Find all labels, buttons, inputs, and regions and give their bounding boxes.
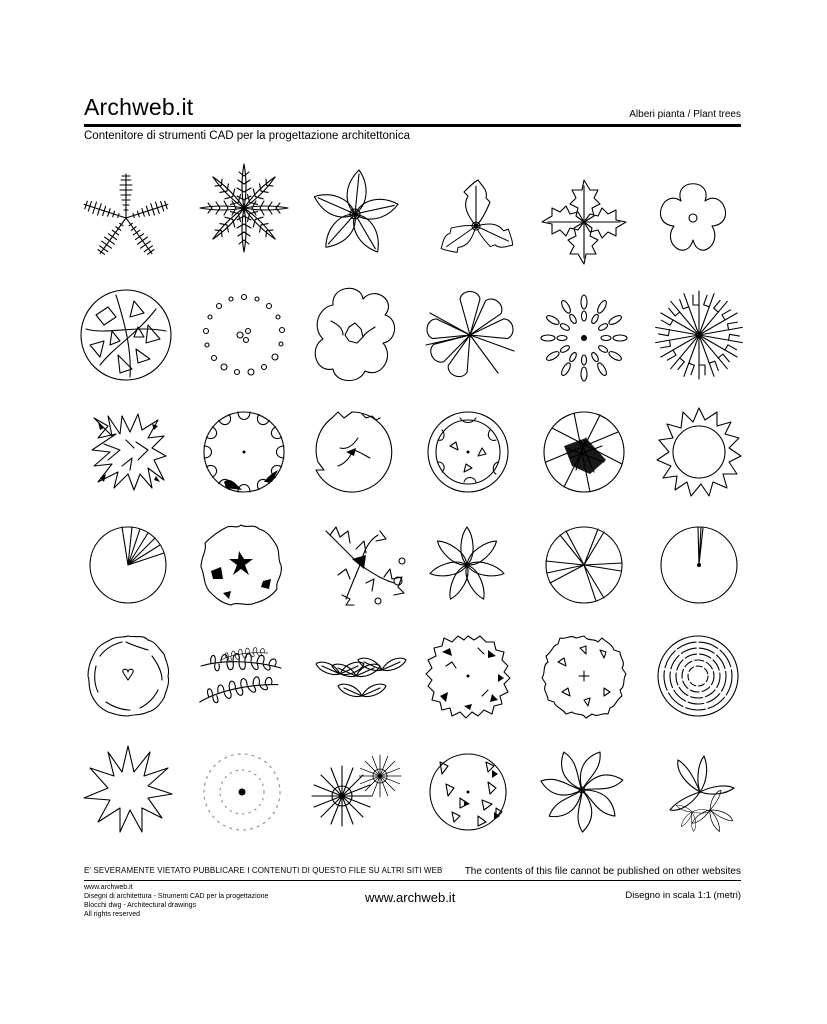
- footer-credit-drawings: Disegni di architettura - Strumenti CAD per la progettazione: [84, 893, 269, 900]
- holly-cross-symbol: [542, 180, 626, 264]
- palm-leaf-star-symbol: [200, 164, 288, 252]
- blob-edge-circle-symbol: [428, 412, 508, 492]
- footer-credit-blocks: Blocchi dwg - Architectural drawings: [84, 902, 197, 909]
- starburst-spikes-symbol: [655, 291, 744, 379]
- wavy-edge-circle-symbol: [88, 636, 169, 716]
- concentric-dashed-rings-symbol: [658, 636, 738, 716]
- footer-credit-site: www.archweb.it: [84, 884, 133, 891]
- five-petal-leaf-symbol: [311, 170, 401, 256]
- clock-circle-symbol: [661, 527, 737, 603]
- pinwheel-circle-symbol: [541, 752, 623, 832]
- dotted-ring-symbol: [204, 295, 285, 376]
- footer-rule: [84, 880, 741, 881]
- dense-scribble-square-symbol: [92, 414, 166, 490]
- footer-scale-note: Disegno in scala 1:1 (metri): [625, 890, 741, 901]
- footer-website: www.archweb.it: [365, 890, 456, 905]
- warning-english: The contents of this file cannot be published on other websites: [464, 866, 741, 877]
- scribble-canopy-symbol: [81, 290, 171, 380]
- three-leaf-plant-symbol: [435, 180, 518, 259]
- sharp-starburst-symbol: [84, 746, 172, 832]
- palm-cluster-symbol: [668, 756, 738, 841]
- fern-star-symbol: [82, 174, 169, 257]
- sheet-tagline: Contenitore di strumenti CAD per la progettazione architettonica: [84, 130, 411, 142]
- leaf-dot-ring-symbol: [541, 295, 627, 381]
- brand-title: Archweb.it: [84, 94, 194, 120]
- sun-spiky-circle-symbol: [657, 408, 741, 496]
- footer-credit-rights: All rights reserved: [84, 911, 141, 918]
- footer-credits: [84, 883, 268, 919]
- fan-sector-circle-symbol: [90, 527, 166, 603]
- sheet-subject: Alberi pianta / Plant trees: [629, 109, 741, 120]
- notched-circle-symbol: [316, 412, 392, 492]
- faint-circle-center-dot: [239, 789, 246, 796]
- star-flower-symbol: [429, 527, 506, 602]
- copyright-warning: [84, 866, 741, 877]
- irregular-blob-circle-symbol: [201, 525, 281, 605]
- scalloped-circle-symbol: [204, 412, 284, 492]
- leafy-branches-symbol: [197, 645, 281, 707]
- leaf-pairs-symbol: [316, 658, 406, 696]
- hatched-sector-circle-symbol: [544, 412, 624, 492]
- fan-petal-flower-symbol: [425, 292, 514, 380]
- triangles-circle-symbol: [430, 754, 506, 830]
- warning-italian: E' SEVERAMENTE VIETATO PUBBLICARE I CONTENUTI DI QUESTO FILE SU ALTRI SITI WEB: [84, 866, 443, 875]
- radial-lines-circle-symbol: [546, 527, 622, 603]
- flower-outline-symbol: [660, 184, 725, 250]
- rough-circle-cross-symbol: [542, 636, 626, 718]
- firework-clusters-symbol: [312, 755, 401, 826]
- cloud-shrub-symbol: [315, 288, 394, 380]
- branching-scribble-symbol: [326, 527, 405, 605]
- rough-circle-symbol: [426, 636, 510, 718]
